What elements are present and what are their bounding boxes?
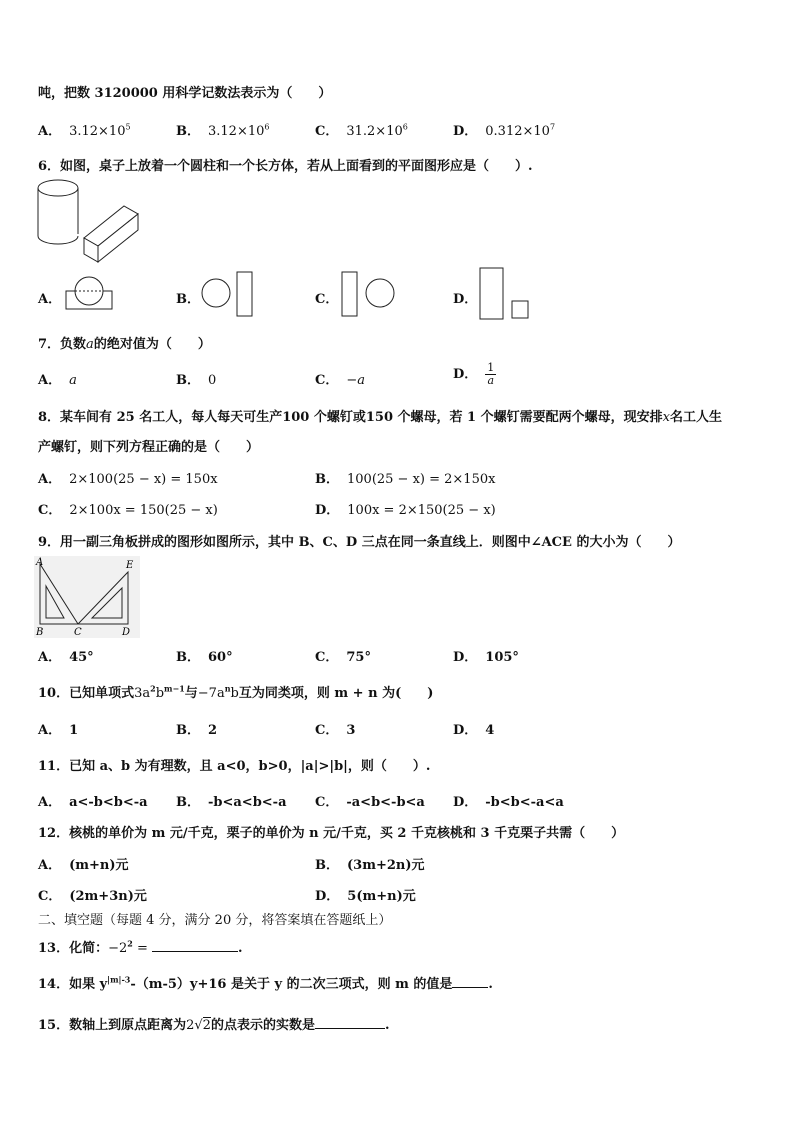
- q11-option-d[interactable]: D． -b<b<-a<a: [453, 795, 564, 810]
- q8-option-b[interactable]: B． 100(25 − x) = 2×150x: [315, 472, 496, 487]
- fraction: $\frac{1}{a}$: [487, 361, 495, 387]
- q15-answer-blank[interactable]: [315, 1016, 385, 1029]
- q12-option-b[interactable]: B． (3m+2n)元: [315, 858, 425, 873]
- q5-stem: 吨，把数 3120000 用科学记数法表示为（ ）: [38, 86, 332, 101]
- q5-option-b[interactable]: B． $3.12\times 10^6$: [176, 122, 270, 139]
- label-e: E: [126, 560, 134, 571]
- q6-option-b-figure: [200, 270, 260, 320]
- q13-answer-blank[interactable]: [152, 939, 238, 952]
- q10-option-c[interactable]: C． 3: [315, 723, 356, 738]
- q9-option-d[interactable]: D． 105°: [453, 650, 519, 665]
- label-b: B: [36, 627, 44, 638]
- q8-stem-line2: 产螺钉，则下列方程正确的是（ ）: [38, 440, 260, 455]
- q13-stem: 13．化简：$-2^2$ = .: [38, 938, 243, 956]
- q15-stem: 15．数轴上到原点距离为2√2的点表示的实数是 .: [38, 1018, 390, 1033]
- q7-stem: 7．负数a的绝对值为（ ）: [38, 337, 211, 352]
- label-d: D: [122, 627, 131, 638]
- q9-option-c[interactable]: C． 75°: [315, 650, 371, 665]
- q6-option-d[interactable]: D．: [453, 292, 478, 307]
- q6-option-d-figure: [478, 266, 538, 322]
- q9-stem: 9．用一副三角板拼成的图形如图所示，其中 B、C、D 三点在同一条直线上．则图中∠ACE 的大小为（ ）: [38, 535, 681, 550]
- q12-option-d[interactable]: D． 5(m+n)元: [315, 889, 416, 904]
- q9-triangle-figure: [34, 556, 140, 638]
- q5-option-c[interactable]: C． $31.2\times 10^6$: [315, 122, 408, 139]
- q6-option-c-figure: [340, 270, 400, 320]
- q6-option-a[interactable]: A．: [38, 292, 62, 307]
- q10-option-a[interactable]: A． 1: [38, 723, 79, 738]
- q8-option-d[interactable]: D． 100x = 2×150(25 − x): [315, 503, 496, 518]
- q10-option-b[interactable]: B． 2: [176, 723, 218, 738]
- q6-figure-cylinder-box: [36, 178, 146, 258]
- q11-option-c[interactable]: C． -a<b<-b<a: [315, 795, 425, 810]
- label-c: C: [74, 627, 82, 638]
- q8-option-c[interactable]: C． 2×100x = 150(25 − x): [38, 503, 218, 518]
- q12-option-a[interactable]: A． (m+n)元: [38, 858, 129, 873]
- q6-option-c[interactable]: C．: [315, 292, 339, 307]
- q10-stem: 10．已知单项式$3a^2b^{m-1}$与$-7a^nb$互为同类项，则 m + n 为( ): [38, 683, 434, 701]
- q11-stem: 11．已知 a、b 为有理数，且 a<0，b>0，|a|>|b|，则（ ）.: [38, 759, 431, 774]
- q14-answer-blank[interactable]: [452, 975, 488, 988]
- q7-option-d[interactable]: D． $\frac{1}{a}$: [453, 361, 495, 387]
- q11-option-b[interactable]: B． -b<a<b<-a: [176, 795, 287, 810]
- q8-stem-line1: 8．某车间有 25 名工人，每人每天可生产100 个螺钉或150 个螺母，若 1 个螺钉需要配两个螺母，现安排x名工人生: [38, 410, 722, 425]
- q12-option-c[interactable]: C． (2m+3n)元: [38, 889, 147, 904]
- q9-option-a[interactable]: A． 45°: [38, 650, 94, 665]
- q9-option-b[interactable]: B． 60°: [176, 650, 233, 665]
- label-a: A: [36, 557, 44, 568]
- q6-option-b[interactable]: B．: [176, 292, 200, 307]
- q7-option-b[interactable]: B． 0: [176, 373, 217, 388]
- q6-stem: 6．如图，桌子上放着一个圆柱和一个长方体，若从上面看到的平面图形应是（ ）.: [38, 159, 533, 174]
- q5-option-d[interactable]: D． $0.312\times 10^7$: [453, 122, 556, 139]
- q6-option-a-figure: [64, 276, 116, 312]
- q5-option-a[interactable]: A． $3.12\times 10^5$: [38, 122, 131, 139]
- q7-option-c[interactable]: C． −a: [315, 373, 366, 388]
- q8-option-a[interactable]: A． 2×100(25 − x) = 150x: [38, 472, 218, 487]
- q10-option-d[interactable]: D． 4: [453, 723, 495, 738]
- q11-option-a[interactable]: A． a<-b<b<-a: [38, 795, 148, 810]
- section-heading-fill-in: 二、填空题（每题 4 分，满分 20 分，将答案填在答题纸上）: [38, 913, 392, 928]
- q12-stem: 12．核桃的单价为 m 元/千克，栗子的单价为 n 元/千克，买 2 千克核桃和 3 千克栗子共需（ ）: [38, 826, 625, 841]
- q7-option-a[interactable]: A． a: [38, 373, 77, 388]
- q14-stem: 14．如果 $y^{|m|-3}-(m-5)y+16$ 是关于 y 的二次三项式，则 m 的值是 .: [38, 974, 493, 992]
- sqrt-sign: √: [194, 1018, 203, 1033]
